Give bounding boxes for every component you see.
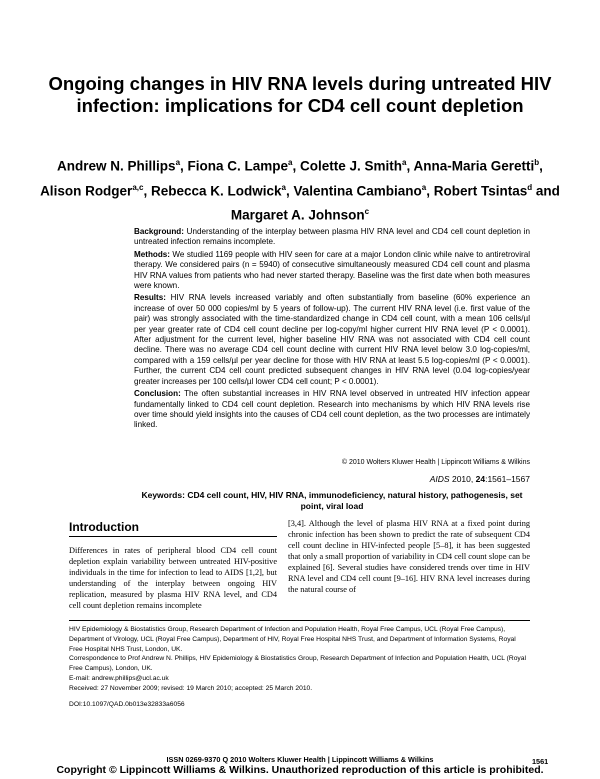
author-name: Colette J. Smith <box>300 158 403 174</box>
author-name: Rebecca K. Lodwick <box>150 183 282 198</box>
issn-line: ISSN 0269-9370 Q 2010 Wolters Kluwer Health | Lippincott Williams & Wilkins <box>166 755 434 764</box>
author-name: Robert Tsintas <box>433 183 528 198</box>
author-affiliation-marker: a <box>421 182 427 192</box>
author-affiliation-marker: c <box>364 207 370 216</box>
methods-label: Methods: <box>134 249 170 259</box>
keywords-list: CD4 cell count, HIV, HIV RNA, immunodeficiency, natural history, pathogenesis, set point, viral load <box>187 490 523 511</box>
author-affiliation-marker: a <box>175 158 181 167</box>
copyright-notice: Copyright © Lippincott Williams & Wilkins. Unauthorized reproduction of this article is prohibited. <box>56 764 544 776</box>
keywords <box>134 490 530 512</box>
author-affiliation-marker: a <box>402 158 407 167</box>
citation-journal: AIDS <box>429 474 450 484</box>
correspondence: Correspondence to Prof Andrew N. Phillips, HIV Epidemiology & Biostatistics Group, Research Department of Infection and Population Health, UCL (Royal Free Campus), London, UK. <box>69 655 526 673</box>
section-heading-introduction: Introduction <box>69 520 139 534</box>
affiliations: HIV Epidemiology & Biostatistics Group, Research Department of Infection and Population Health, Royal Free Campus, UCL (Royal Free Campus), Department of Virology, UCL (Royal Free Campus), Department of HIV, Royal Free Hospital NHS Trust, and Department of Information Systems, Royal Free Hospital NHS Trust, London, UK. <box>69 626 516 653</box>
background-label: Background: <box>134 227 184 236</box>
author-name: Valentina Cambiano <box>293 183 422 198</box>
conclusion-label: Conclusion: <box>134 389 181 399</box>
copyright-line: © 2010 Wolters Kluwer Health | Lippincott Williams & Wilkins <box>341 459 530 466</box>
author-list: Andrew N. Phillips$^a$, Fiona C. Lampe$^a$, Colette J. Smith$^a$, Anna-Maria Geretti$^b$, Alison Rodger$^{a,c}$, Rebecca K. Lodwick$^a$, Valentina Cambiano$^a$, Robert Tsintas$^d$ and Margaret A. Johnson$^c$ <box>40 158 560 223</box>
author-name: Margaret A. Johnson <box>230 207 365 223</box>
intro-text-left-column: Differences in rates of peripheral blood CD4 cell count depletion explain variability between untreated HIV-positive individuals in the time for infection to lead to AIDS [1,2], but understanding of the interplay between ongoing HIV replication, measured by plasma HIV RNA level, and CD4 cell count depletion remains incomplete <box>69 546 277 610</box>
intro-text-right-column: [3,4]. Although the level of plasma HIV RNA at a fixed point during chronic infection has been shown to predict the rate of subsequent CD4 cell count decline in HIV-infected people [5–8], it has been suggested that only a small proportion of variability in CD4 cell count slope can be explained [6]. Several studies have considered trends over time in HIV RNA level and CD4 cell count [9–16]. HIV RNA level increases during the natural course of <box>288 519 530 594</box>
author-name: Andrew N. Phillips <box>57 158 176 174</box>
author-affiliation-marker: b <box>534 158 540 167</box>
email: E-mail: andrew.phillips@ucl.ac.uk <box>69 674 169 682</box>
footnotes <box>69 625 530 694</box>
results-label: Results: <box>134 293 166 303</box>
author-affiliation-marker: a <box>288 158 293 167</box>
abstract-conclusion: Conclusion: The often substantial increases in HIV RNA level observed in untreated HIV infection appear fundamentally linked to CD4 cell count depletion. Research into mechanisms by which HIV RNA levels rise over time should yield insights into the causes of CD4 cell count depletion, as the two processes are intimately linked. <box>134 389 530 430</box>
author-name: Alison Rodger <box>40 183 133 198</box>
author-name: Fiona C. Lampe <box>187 158 289 174</box>
citation: AIDS 2010, 24:1561–1567 <box>429 474 530 484</box>
section-rule <box>69 536 277 537</box>
author-affiliation-marker: d <box>527 182 533 192</box>
abstract-results: Results: HIV RNA levels increased variably and often substantially from baseline (60% experience an increase of over 50 000 copies/ml by 5 years of follow-up). The current HIV RNA level (i.e. first value of the pair) was strongly associated with the time-standardized change in CD4 cell count, with a mean 106 cells/µl per year greater rate of CD4 cell count decline per log-copy/ml higher current HIV RNA level (P < 0.0001). After adjustment for the current level, higher baseline HIV RNA was not associated with CD4 cell count decline. There was no average CD4 cell count decline with current HIV RNA level below 3.0 log-copies/ml, compared with a 159 cells/µl per year decline for those with HIV RNA at least 5.5 log-copies/ml (P < 0.0001). Further, the current CD4 cell count predicted subsequent changes in HIV RNA level (0.04 log-copies/year greater increases per 100 cells/µl lower CD4 cell count; P < 0.0001). <box>134 293 531 386</box>
footnote-rule <box>69 620 530 621</box>
citation-volume: 24 <box>475 474 486 484</box>
abstract <box>134 227 530 433</box>
paper-title: Ongoing changes in HIV RNA levels during untreated HIV infection: implications for CD4 cell count depletion <box>48 73 552 116</box>
author-affiliation-marker: a <box>281 182 286 192</box>
author-affiliation-marker: a,c <box>132 182 144 192</box>
doi: DOI:10.1097/QAD.0b013e32833a6056 <box>69 701 185 708</box>
author-name: Anna-Maria Geretti <box>413 158 535 174</box>
abstract-background: Background: Understanding of the interplay between plasma HIV RNA level and CD4 cell count depletion in untreated infection remains incomplete. <box>134 227 530 247</box>
page-number: 1561 <box>532 757 549 766</box>
received-dates: Received: 27 November 2009; revised: 19 March 2010; accepted: 25 March 2010. <box>69 684 313 692</box>
keywords-label: Keywords: <box>141 490 185 500</box>
abstract-methods: Methods: We studied 1169 people with HIV seen for care at a major London clinic while naive to antiretroviral therapy. We considered pairs (n = 5940) of consecutive simultaneously measured CD4 cell count and plasma HIV RNA values from patients who had never started therapy. Baseline was the first date when both measures were known. <box>134 249 530 291</box>
